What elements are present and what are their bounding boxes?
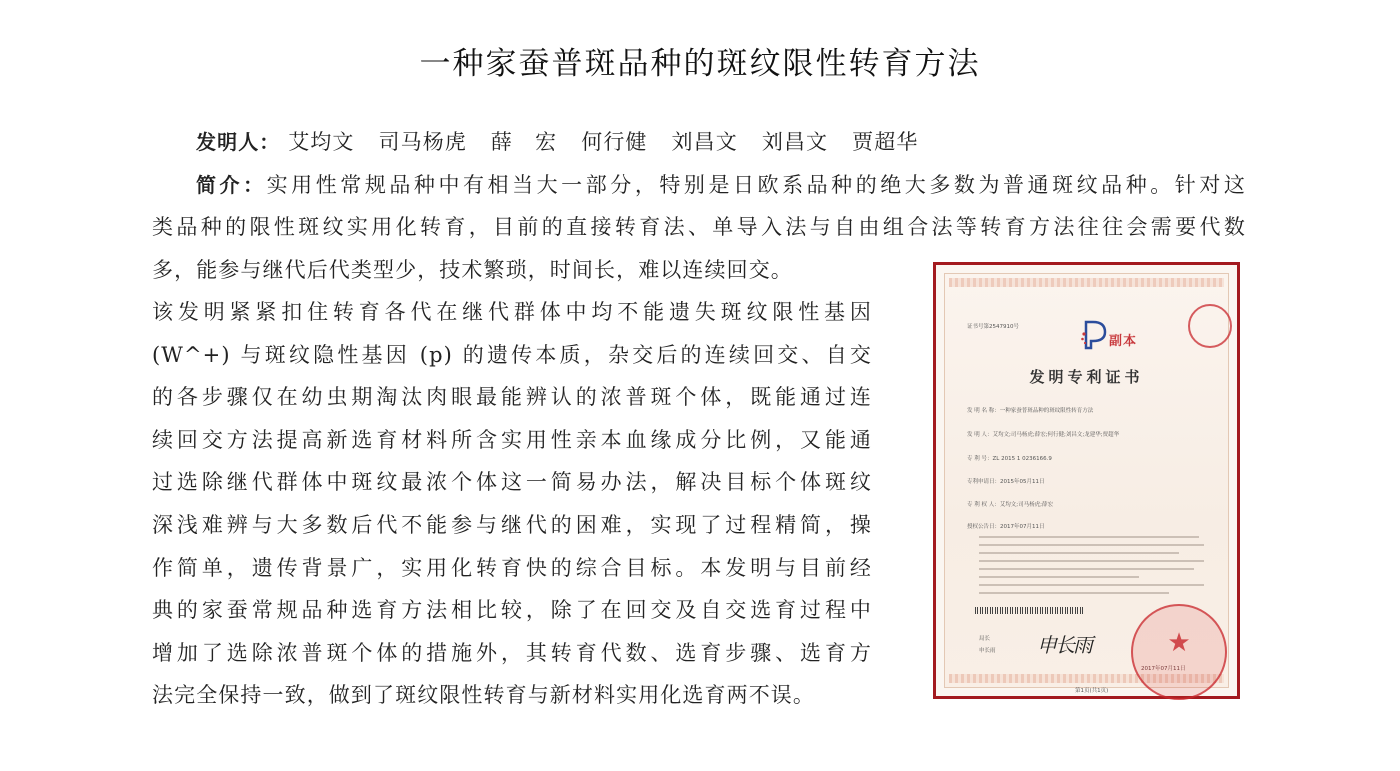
certificate-border-pattern [949,278,1224,287]
inventor-name: 司马杨虎 [378,130,467,154]
small-red-seal-icon [1188,304,1232,348]
certificate-page-number: 第1页(共1页) [1075,688,1109,694]
director-name: 申长雨 [979,648,996,654]
summary-line: 类品种的限性斑纹实用化转育，目前的直接转育法、单导入法与自由组合法等转育方法往往会需要代数 [152,215,1246,239]
patent-certificate-image [933,262,1240,699]
certificate-number: 证书号第2547910号 [967,324,1019,330]
summary-label: 简介： [196,173,267,197]
barcode-icon [975,607,1085,614]
certificate-field: 专 利 号：ZL 2015 1 0236166.9 [967,456,1052,462]
summary-line: 该发明紧紧扣住转育各代在继代群体中均不能遗失斑纹限性基因 [152,300,872,324]
inventor-name: 贾超华 [852,130,919,154]
summary-line: 多，能参与继代后代类型少，技术繁琐，时间长，难以连续回交。 [152,258,793,282]
summary-line: 深浅难辨与大多数后代不能参与继代的困难，实现了过程精简，操 [152,513,872,537]
summary-line: 典的家蚕常规品种选育方法相比较，除了在回交及自交选育过程中 [152,598,872,622]
document-title: 一种家蚕普斑品种的斑纹限性转育方法 [419,46,981,82]
inventor-name: 薛 宏 [490,130,558,154]
patent-office-logo-icon [1081,320,1107,350]
summary-line: 续回交方法提高新选育材料所含实用性亲本血缘成分比例，又能通 [152,428,872,452]
inventor-name: 艾均文 [288,130,355,154]
summary-line: (W^+) 与斑纹隐性基因 (p) 的遗传本质，杂交后的连续回交、自交 [152,343,872,367]
inventor-name: 刘昌文 [671,130,738,154]
summary-line: 法完全保持一致，做到了斑纹限性转育与新材料实用化选育两不误。 [152,683,815,707]
inventors-line [196,127,942,157]
inventor-name: 刘昌文 [761,130,829,154]
certificate-heading: 发明专利证书 [1029,368,1144,386]
director-signature: 申长雨 [1037,633,1091,657]
summary-line [196,170,1246,200]
certificate-field: 授权公告日：2017年07月11日 [967,524,1045,530]
director-title: 局长 [979,636,991,642]
copy-mark: 副本 [1109,334,1138,349]
inventors-label: 发明人： [196,130,281,154]
summary-line: 增加了选除浓普斑个体的措施外，其转育代数、选育步骤、选育方 [152,641,872,665]
summary-line: 过选除继代群体中斑纹最浓个体这一简易办法，解决目标个体斑纹 [152,470,872,494]
certificate-field: 发 明 名 称：一种家蚕普斑品种的斑纹限性转育方法 [967,408,1094,414]
summary-text: 实用性常规品种中有相当大一部分，特别是日欧系品种的绝大多数为普通斑纹品种。针对这 [266,173,1246,197]
seal-date: 2017年07月11日 [1141,666,1186,672]
summary-line: 作简单，遗传背景广，实用化转育快的综合目标。本发明与目前经 [152,556,872,580]
certificate-field: 专利申请日：2015年05月11日 [967,479,1045,485]
certificate-paper [944,273,1229,694]
certificate-field: 专 利 权 人：艾均文;司马杨虎;薛宏 [967,502,1053,508]
inventor-name: 何行健 [581,130,648,154]
certificate-field: 发 明 人：艾均文;司马杨虎;薛宏;何行健;刘昌文;龙建华;贾超华 [967,432,1120,438]
summary-line: 的各步骤仅在幼虫期淘汰肉眼最能辨认的浓普斑个体，既能通过连 [152,385,872,409]
national-emblem-seal-icon: ★ [1131,604,1227,700]
